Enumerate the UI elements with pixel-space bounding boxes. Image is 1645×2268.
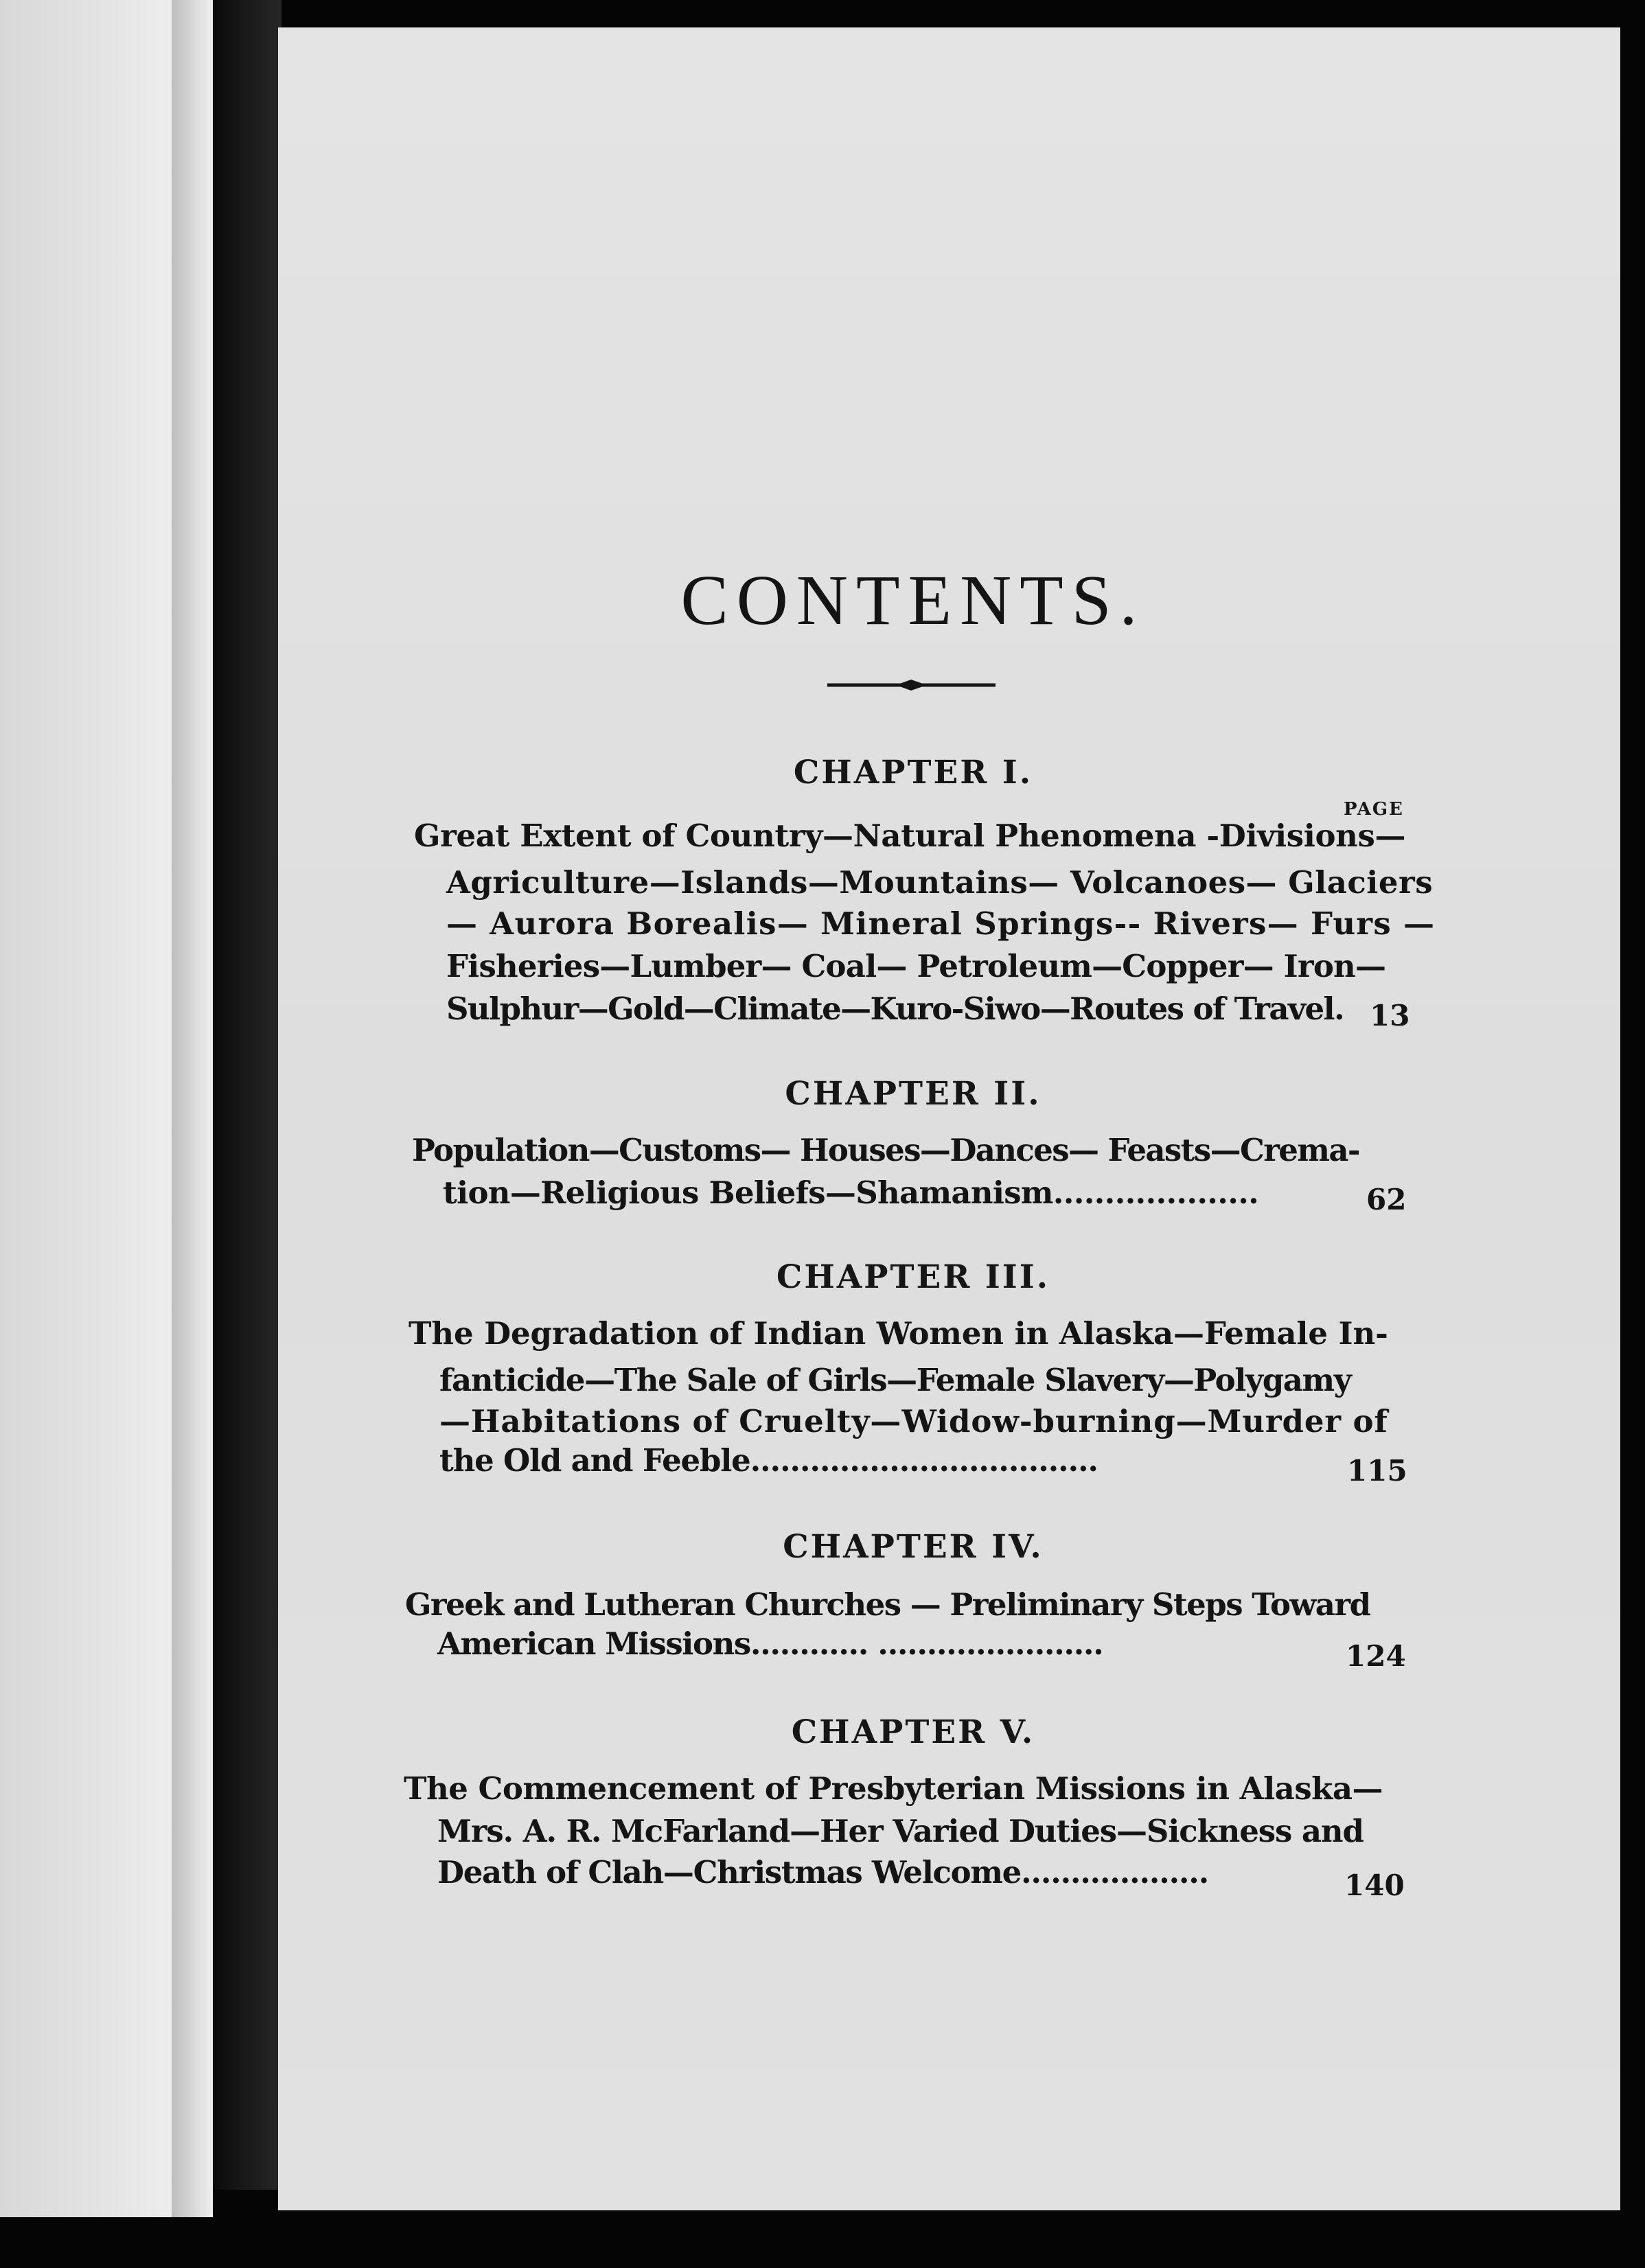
chapter-entry-line: Great Extent of Country—Natural Phenomena -Divisions— <box>414 818 1406 854</box>
page-column-label: PAGE <box>1344 799 1404 820</box>
chapter-page-number: 62 <box>1366 1183 1407 1216</box>
chapter-entry-line: —Habitations of Cruelty—Widow-burning—Murder of <box>439 1403 1388 1439</box>
chapter-entry-line: Death of Clah—Christmas Welcome................... <box>437 1854 1208 1890</box>
chapter-entry-line: The Degradation of Indian Women in Alaska—Female In- <box>409 1315 1388 1352</box>
chapter-entry-line: Sulphur—Gold—Climate—Kuro-Siwo—Routes of Travel. <box>446 991 1344 1027</box>
chapter-heading: CHAPTER V. <box>791 1713 1035 1751</box>
page-title: CONTENTS. <box>680 561 1146 640</box>
facing-page-margin <box>172 0 213 2217</box>
chapter-heading: CHAPTER II. <box>785 1075 1042 1113</box>
chapter-entry-line: the Old and Feeble................................... <box>439 1442 1098 1479</box>
title-ornament <box>827 677 996 693</box>
chapter-entry-line: tion—Religious Beliefs—Shamanism.................... <box>443 1174 1259 1211</box>
chapter-entry-line: Fisheries—Lumber— Coal— Petroleum—Copper— Iron— <box>446 948 1386 984</box>
chapter-entry-line: Greek and Lutheran Churches — Preliminary Steps Toward <box>405 1586 1370 1623</box>
chapter-heading: CHAPTER III. <box>776 1258 1050 1296</box>
chapter-entry-line: American Missions............ ....................... <box>437 1625 1103 1662</box>
book-gutter <box>213 0 281 2190</box>
chapter-entry-line: — Aurora Borealis— Mineral Springs-- Rivers— Furs — <box>446 905 1436 942</box>
chapter-page-number: 124 <box>1346 1639 1406 1673</box>
chapter-page-number: 13 <box>1370 999 1410 1032</box>
chapter-entry-line: Population—Customs— Houses—Dances— Feasts—Crema- <box>412 1132 1359 1168</box>
chapter-entry-line: fanticide—The Sale of Girls—Female Slavery—Polygamy <box>439 1362 1351 1398</box>
chapter-heading: CHAPTER I. <box>793 754 1033 791</box>
chapter-page-number: 140 <box>1344 1868 1405 1902</box>
chapter-page-number: 115 <box>1347 1454 1407 1488</box>
chapter-entry-line: Mrs. A. R. McFarland—Her Varied Duties—Sickness and <box>437 1813 1364 1849</box>
chapter-entry-line: The Commencement of Presbyterian Missions in Alaska— <box>404 1770 1383 1807</box>
chapter-entry-line: Agriculture—Islands—Mountains— Volcanoes— Glaciers <box>446 864 1434 901</box>
chapter-heading: CHAPTER IV. <box>783 1528 1044 1566</box>
